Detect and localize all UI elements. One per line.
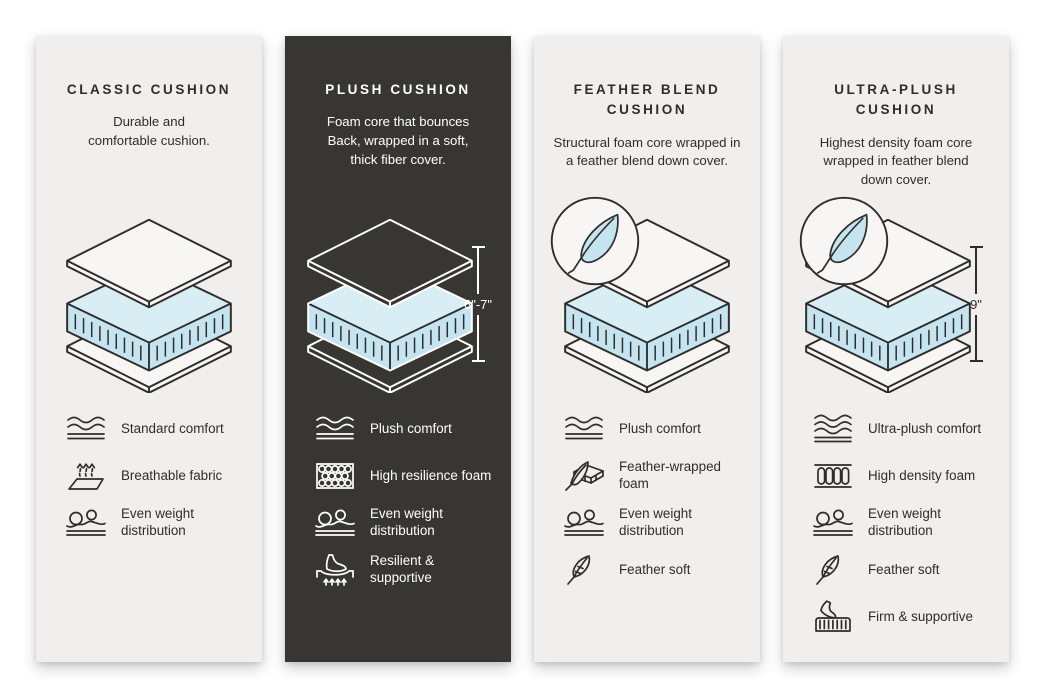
feature-item <box>811 506 1001 540</box>
exploded-cushion-diagram-icon <box>56 214 242 393</box>
dimension-label: 9" <box>970 296 982 312</box>
feature-item <box>313 412 503 446</box>
feature-label: Even weight distribution <box>619 506 692 538</box>
weight-distribution-icon <box>562 506 606 540</box>
feature-item <box>562 459 752 493</box>
feature-item <box>562 412 752 446</box>
feature-label: Plush comfort <box>370 420 452 436</box>
feature-label: Ultra-plush comfort <box>868 420 982 436</box>
feature-label: Breathable fabric <box>121 467 223 483</box>
feather-badge <box>548 194 642 288</box>
card-title: CLASSIC CUSHION <box>66 82 232 97</box>
dimension-label: 6"-7" <box>463 296 493 312</box>
feature-item <box>811 412 1001 446</box>
breathable-icon <box>64 459 108 493</box>
cushion-illustration <box>303 204 493 406</box>
foam-cells-icon <box>811 459 855 493</box>
feature-label: Firm & supportive <box>868 608 973 624</box>
waves-icon <box>64 412 108 446</box>
feature-item <box>562 553 752 587</box>
feature-item <box>811 600 1001 634</box>
feature-label: Even weight distribution <box>868 506 941 538</box>
feature-item <box>811 459 1001 493</box>
honeycomb-icon <box>313 459 357 493</box>
card-classic-cushion <box>36 36 262 662</box>
feature-item <box>562 506 752 540</box>
cushion-illustration <box>552 204 742 406</box>
feather-icon <box>811 553 855 587</box>
ruler-line <box>975 315 977 361</box>
dimension-ruler <box>461 246 495 362</box>
weight-distribution-icon <box>313 506 357 540</box>
card-header <box>544 80 750 171</box>
ruler-line <box>477 248 479 294</box>
card-header <box>295 80 501 169</box>
card-header <box>793 80 999 190</box>
card-description: Foam core that bounces Back, wrapped in a soft, thick fiber cover. <box>326 114 470 167</box>
card-header <box>46 80 252 151</box>
feature-list <box>313 412 503 600</box>
feature-label: Even weight distribution <box>370 506 443 538</box>
card-title: ULTRA-PLUSH CUSHION <box>834 82 958 118</box>
card-description: Structural foam core wrapped in a feather blend down cover. <box>553 134 741 169</box>
feature-label: Feather-wrapped foam <box>619 459 721 491</box>
feature-list <box>811 412 1001 647</box>
feature-label: Plush comfort <box>619 420 701 436</box>
resilient-foot-icon <box>313 553 357 587</box>
feather-badge-icon <box>797 194 891 288</box>
feature-list <box>64 412 254 553</box>
feature-label: High resilience foam <box>370 467 492 483</box>
ruler-cap <box>472 360 485 362</box>
card-title: PLUSH CUSHION <box>325 82 471 97</box>
card-plush-cushion <box>285 36 511 662</box>
feature-item <box>811 553 1001 587</box>
feature-label: Feather soft <box>868 561 940 577</box>
feature-item <box>64 506 254 540</box>
card-row <box>36 36 1009 662</box>
feather-badge <box>797 194 891 288</box>
card-description: Durable and comfortable cushion. <box>88 114 210 148</box>
dimension-ruler <box>959 246 993 362</box>
feature-item <box>313 506 503 540</box>
ruler-cap <box>970 360 983 362</box>
feature-label: Resilient & supportive <box>370 553 435 585</box>
feature-label: High density foam <box>868 467 976 483</box>
cushion-illustration <box>801 204 991 406</box>
feather-badge-icon <box>548 194 642 288</box>
card-ultra-plush-cushion <box>783 36 1009 662</box>
waves-icon <box>562 412 606 446</box>
feature-item <box>313 553 503 587</box>
feature-label: Even weight distribution <box>121 506 194 538</box>
feature-item <box>64 459 254 493</box>
weight-distribution-icon <box>811 506 855 540</box>
feature-list <box>562 412 752 600</box>
ruler-line <box>975 248 977 294</box>
feature-item <box>313 459 503 493</box>
waves-icon <box>313 412 357 446</box>
exploded-cushion-diagram-icon <box>297 214 483 393</box>
feather-foam-icon <box>562 459 606 493</box>
ruler-line <box>477 315 479 361</box>
feature-label: Feather soft <box>619 561 691 577</box>
feature-label: Standard comfort <box>121 420 224 436</box>
card-title: FEATHER BLEND CUSHION <box>573 82 721 118</box>
triple-waves-icon <box>811 412 855 446</box>
card-description: Highest density foam core wrapped in feather blend down cover. <box>819 134 973 187</box>
cushion-illustration <box>54 204 244 406</box>
firm-foot-icon <box>811 600 855 634</box>
weight-distribution-icon <box>64 506 108 540</box>
feature-item <box>64 412 254 446</box>
feather-icon <box>562 553 606 587</box>
card-feather-blend-cushion <box>534 36 760 662</box>
